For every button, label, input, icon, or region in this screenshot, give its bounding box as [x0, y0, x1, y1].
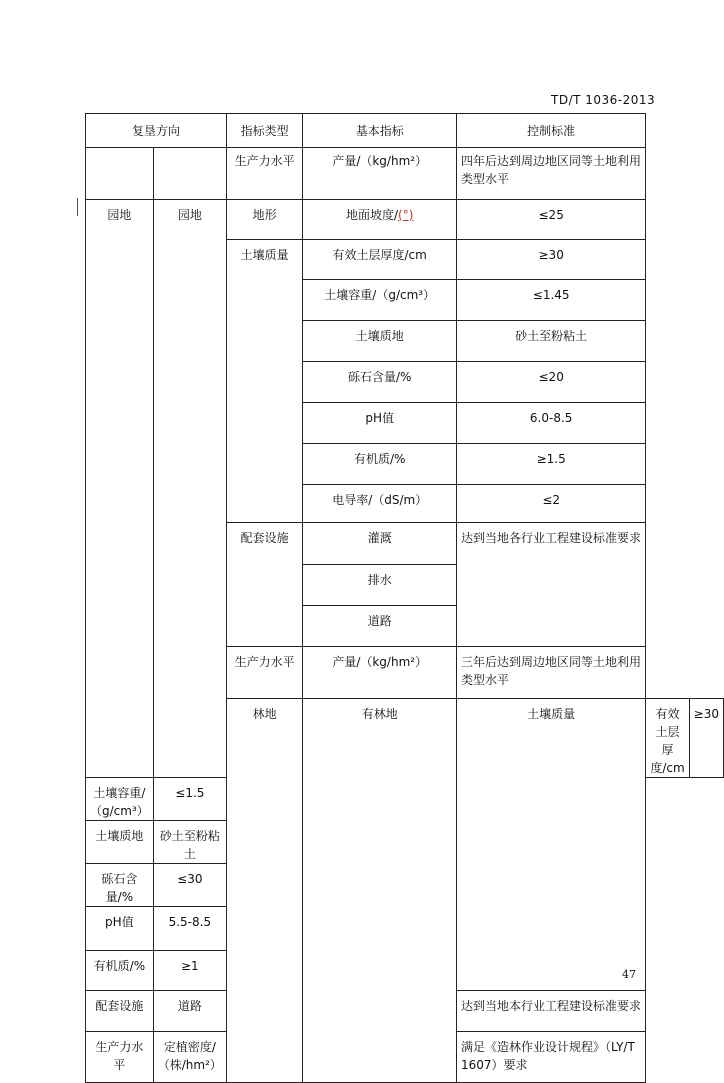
standard-cell: 三年后达到周边地区同等土地利用类型水平 — [457, 647, 646, 699]
indicator-cell: 有机质/% — [303, 444, 457, 485]
standard-cell: 砂土至粉粘土 — [457, 321, 646, 362]
indicator-cell: 产量/（kg/hm²） — [303, 148, 457, 200]
indicator-cell: 土壤容重/（g/cm³） — [303, 280, 457, 321]
standard-cell: 5.5-8.5 — [153, 907, 226, 951]
indicator-type-facility-forest: 配套设施 — [86, 991, 154, 1032]
standard-cell: 四年后达到周边地区同等土地利用类型水平 — [457, 148, 646, 200]
indicator-cell: pH值 — [303, 403, 457, 444]
indicator-cell: 道路 — [153, 991, 226, 1032]
indicator-cell: 道路 — [303, 606, 457, 647]
standard-cell: ≤2 — [457, 485, 646, 523]
direction-sub-garden: 园地 — [153, 200, 226, 778]
indicator-cell: pH值 — [86, 907, 154, 951]
header-direction: 复垦方向 — [86, 114, 227, 148]
reclamation-standards-table — [85, 113, 724, 1083]
standard-cell: 砂土至粉粘土 — [153, 821, 226, 864]
standard-cell: ≤1.45 — [457, 280, 646, 321]
indicator-type-facility-garden: 配套设施 — [226, 523, 302, 647]
indicator-slope — [303, 200, 457, 240]
indicator-cell: 土壤质地 — [303, 321, 457, 362]
direction-forest: 林地 — [226, 699, 302, 1083]
revision-bar — [77, 198, 78, 216]
page-number: 47 — [622, 968, 636, 981]
standard-cell: ≤20 — [457, 362, 646, 403]
table-row — [86, 148, 724, 200]
standard-cell: ≤30 — [153, 864, 226, 907]
standard-cell: ≤1.5 — [153, 778, 226, 821]
table-header-row — [86, 114, 724, 148]
standard-cell: 满足《造林作业设计规程》（LY/T 1607）要求 — [457, 1032, 646, 1083]
header-basic-indicator: 基本指标 — [303, 114, 457, 148]
indicator-cell: 电导率/（dS/m） — [303, 485, 457, 523]
slope-unit-revision: (°) — [398, 208, 414, 222]
indicator-type-prod-garden: 生产力水平 — [226, 647, 302, 699]
standard-code: TD/T 1036-2013 — [551, 93, 656, 107]
indicator-cell: 产量/（kg/hm²） — [303, 647, 457, 699]
table-row — [86, 200, 724, 240]
standard-cell: ≥1.5 — [457, 444, 646, 485]
indicator-cell: 土壤质地 — [86, 821, 154, 864]
indicator-cell: 灌溉 — [303, 523, 457, 565]
slope-label: 地面坡度/ — [345, 208, 399, 222]
standard-cell: 达到当地本行业工程建设标准要求 — [457, 991, 646, 1032]
header-indicator-type: 指标类型 — [226, 114, 302, 148]
indicator-type-soil-forest: 土壤质量 — [457, 699, 646, 991]
direction-sub-cell — [153, 148, 226, 200]
standard-facility-garden: 达到当地各行业工程建设标准要求 — [457, 523, 646, 647]
indicator-cell: 土壤容重/（g/cm³） — [86, 778, 154, 821]
standard-cell: ≥1 — [153, 951, 226, 991]
indicator-cell: 有机质/% — [86, 951, 154, 991]
indicator-cell: 有效土层厚度/cm — [303, 240, 457, 280]
standard-cell: ≥30 — [457, 240, 646, 280]
standard-cell: 6.0-8.5 — [457, 403, 646, 444]
header-control-standard: 控制标准 — [457, 114, 646, 148]
standard-slope: ≤25 — [457, 200, 646, 240]
indicator-type-prod-forest: 生产力水平 — [86, 1032, 154, 1083]
indicator-cell: 砾石含量/% — [86, 864, 154, 907]
direction-garden: 园地 — [86, 200, 154, 778]
indicator-type-soil-garden: 土壤质量 — [226, 240, 302, 523]
indicator-cell: 排水 — [303, 565, 457, 606]
indicator-cell: 砾石含量/% — [303, 362, 457, 403]
direction-sub-forest: 有林地 — [303, 699, 457, 1083]
indicator-type-terrain: 地形 — [226, 200, 302, 240]
direction-cell — [86, 148, 154, 200]
indicator-type-cell: 生产力水平 — [226, 148, 302, 200]
indicator-cell: 定植密度/（株/hm²） — [153, 1032, 226, 1083]
indicator-cell: 有效土层厚度/cm — [646, 699, 689, 778]
standard-cell: ≥30 — [689, 699, 723, 778]
